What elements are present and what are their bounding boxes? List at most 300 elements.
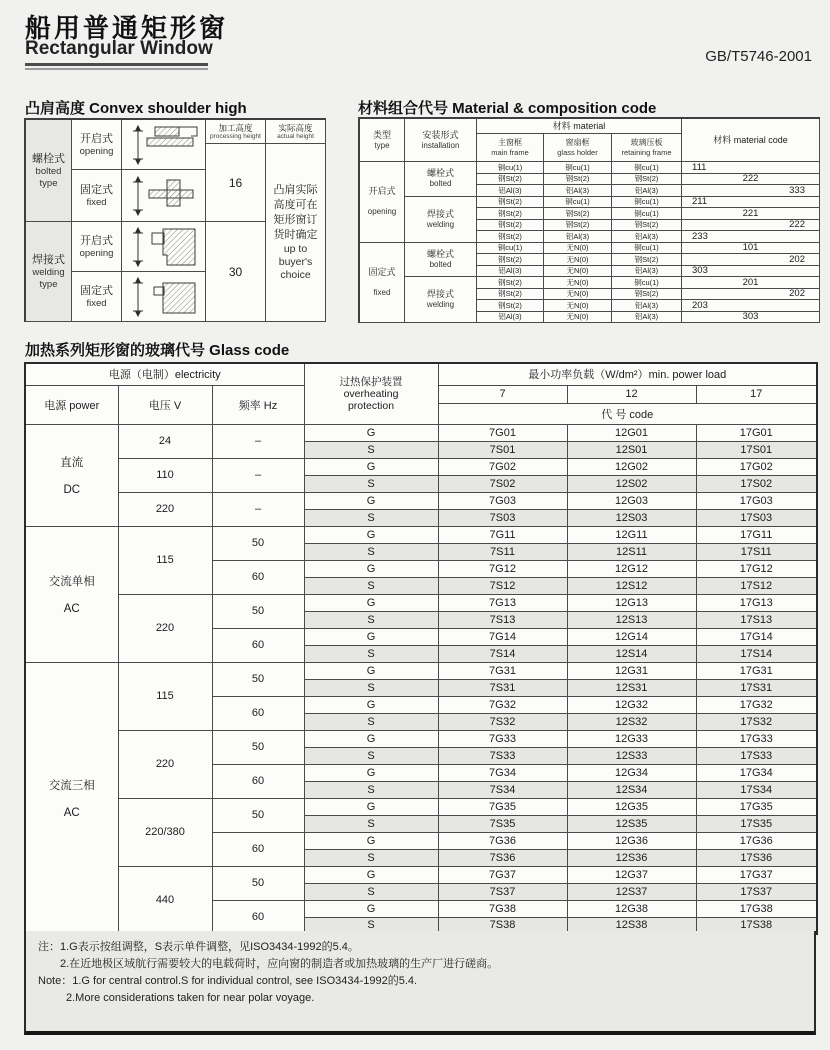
material-code-cell: 233	[682, 231, 820, 243]
code-cell-17: 17S38	[696, 917, 817, 934]
material-value-cell: 钢St(2)	[544, 208, 612, 220]
code-cell-12: 12G12	[567, 560, 696, 577]
protection-cell: G	[304, 458, 438, 475]
material-value-cell: 钢St(2)	[612, 289, 682, 301]
code-cell-17: 17G33	[696, 730, 817, 747]
glass-row	[25, 594, 817, 611]
material-value-cell: 无N(0)	[544, 312, 612, 324]
glass-row	[25, 458, 817, 475]
frequency-cell: 50	[212, 526, 304, 560]
glass-row	[25, 798, 817, 815]
material-header-glassholder	[544, 134, 612, 162]
frequency-cell: –	[212, 492, 304, 526]
sub-label-cn: 开启式	[80, 234, 113, 247]
power-label-en: AC	[63, 603, 80, 615]
voltage-cell: 115	[118, 662, 212, 730]
material-value-cell: 铜cu(1)	[544, 197, 612, 209]
voltage-cell: 110	[118, 458, 212, 492]
code-cell-17: 17G01	[696, 424, 817, 441]
type-label-en1: bolted	[35, 165, 62, 177]
protection-cell: G	[304, 764, 438, 781]
glass-header-row-1	[25, 363, 817, 385]
frequency-cell: 60	[212, 900, 304, 934]
power-cell	[25, 424, 118, 526]
material-value-cell: 无N(0)	[544, 300, 612, 312]
power-label-en: AC	[63, 806, 80, 819]
material-install-cell	[405, 162, 477, 197]
code-cell-7: 7S14	[438, 645, 567, 662]
convex-sub-bolted-fixed	[72, 170, 122, 222]
processing-height-30: 30	[206, 222, 266, 322]
code-cell-17: 17S37	[696, 883, 817, 900]
code-cell-12: 12S01	[567, 441, 696, 458]
code-cell-12: 12G14	[567, 628, 696, 645]
power-label-cn: 交流三相	[48, 779, 95, 792]
header-frequency: 频率 Hz	[212, 385, 304, 424]
code-cell-7: 7S31	[438, 679, 567, 696]
material-value-cell: 铝Al(3)	[477, 312, 544, 324]
code-cell-12: 12G38	[567, 900, 696, 917]
code-cell-7: 7G33	[438, 730, 567, 747]
code-cell-17: 17G32	[696, 696, 817, 713]
header-electricity: 电源（电制）electricity	[25, 363, 304, 385]
material-value-cell: 铜cu(1)	[612, 277, 682, 289]
install-en: welding	[426, 300, 455, 309]
type-label-en2: type	[39, 177, 58, 189]
code-cell-7: 7S36	[438, 849, 567, 866]
frequency-cell: 60	[212, 560, 304, 594]
actual-note-line-en: buyer's	[278, 256, 313, 268]
code-cell-12: 12S02	[567, 475, 696, 492]
protection-cell: S	[304, 441, 438, 458]
code-cell-12: 12G01	[567, 424, 696, 441]
protection-cell: G	[304, 424, 438, 441]
frequency-cell: 60	[212, 696, 304, 730]
material-value-cell: 钢St(2)	[612, 220, 682, 232]
code-cell-7: 7G14	[438, 628, 567, 645]
code-cell-7: 7G11	[438, 526, 567, 543]
material-value-cell: 铜cu(1)	[612, 208, 682, 220]
material-header-mainframe	[477, 134, 544, 162]
code-cell-7: 7S35	[438, 815, 567, 832]
protection-cell: G	[304, 866, 438, 883]
material-value-cell: 无N(0)	[544, 266, 612, 278]
code-cell-12: 12G03	[567, 492, 696, 509]
code-cell-17: 17S36	[696, 849, 817, 866]
material-value-cell: 铝Al(3)	[544, 185, 612, 197]
glass-row	[25, 662, 817, 679]
note-line-4: 2.More considerations taken for near polar voyage.	[66, 992, 315, 1004]
material-section-heading: 材料组合代号 Material & composition code	[358, 100, 657, 117]
code-cell-12: 12S31	[567, 679, 696, 696]
header-load-12: 12	[567, 385, 696, 403]
protection-header-line: 过热保护装置	[339, 375, 403, 388]
material-value-cell: 铜cu(1)	[612, 243, 682, 255]
code-cell-7: 7G38	[438, 900, 567, 917]
protection-cell: G	[304, 560, 438, 577]
material-header-material: 材料 material	[477, 119, 682, 134]
convex-header-processing	[206, 120, 266, 144]
voltage-cell: 220	[118, 492, 212, 526]
glass-row	[25, 424, 817, 441]
header-load-17: 17	[696, 385, 817, 403]
actual-note-line-cn: 货时确定	[273, 229, 318, 241]
code-cell-12: 12S32	[567, 713, 696, 730]
material-header-install	[405, 119, 477, 162]
header-power: 电源 power	[25, 385, 118, 424]
code-cell-17: 17G02	[696, 458, 817, 475]
protection-header-line: protection	[347, 399, 395, 412]
material-value-cell: 铜cu(1)	[477, 243, 544, 255]
header-type-en: type	[374, 140, 390, 150]
material-code-cell: 101	[682, 243, 820, 255]
code-cell-7: 7S01	[438, 441, 567, 458]
section-diagram-welding-opening	[122, 222, 206, 272]
install-cn: 焊接式	[426, 289, 454, 299]
material-code-cell: 222	[682, 174, 820, 186]
protection-cell: S	[304, 849, 438, 866]
code-cell-12: 12S14	[567, 645, 696, 662]
protection-cell: S	[304, 679, 438, 696]
section-diagram-bolted-fixed	[122, 170, 206, 222]
header-main-cn: 主窗框	[498, 138, 522, 147]
material-value-cell: 钢St(2)	[477, 197, 544, 209]
code-cell-7: 7G36	[438, 832, 567, 849]
glass-row	[25, 492, 817, 509]
code-cell-7: 7S32	[438, 713, 567, 730]
protection-cell: G	[304, 662, 438, 679]
protection-cell: S	[304, 611, 438, 628]
code-cell-7: 7S03	[438, 509, 567, 526]
note-line-2: 2.在近地极区域航行需要较大的电载荷时，应向窗的制造者或加热玻璃的生产厂进行磋商。	[60, 958, 499, 970]
voltage-cell: 220	[118, 730, 212, 798]
code-cell-12: 12S37	[567, 883, 696, 900]
material-value-cell: 铝Al(3)	[612, 231, 682, 243]
material-value-cell: 铜cu(1)	[612, 162, 682, 174]
material-value-cell: 钢St(2)	[477, 300, 544, 312]
material-install-cell	[405, 197, 477, 243]
profile-diagram-icon	[125, 123, 203, 167]
install-cn: 焊接式	[426, 208, 454, 219]
header-type-cn: 类型	[372, 129, 391, 140]
page-subtitle: Rectangular Window	[25, 38, 213, 59]
frequency-cell: –	[212, 424, 304, 458]
protection-cell: S	[304, 747, 438, 764]
glass-row	[25, 866, 817, 883]
note-line-3: Note：1.G for central control.S for individual control, see ISO3434-1992的5.4.	[38, 975, 418, 987]
header-install-cn: 安装形式	[422, 129, 459, 140]
code-cell-12: 12G13	[567, 594, 696, 611]
header-install-en: installation	[421, 140, 460, 150]
material-value-cell: 无N(0)	[544, 289, 612, 301]
header-retain-en: retaining frame	[621, 148, 672, 157]
type-en: opening	[367, 207, 397, 217]
code-cell-12: 12G33	[567, 730, 696, 747]
material-value-cell: 钢St(2)	[477, 254, 544, 266]
sub-label-cn: 固定式	[80, 284, 113, 297]
material-code-cell: 303	[682, 312, 820, 324]
code-cell-12: 12S38	[567, 917, 696, 934]
profile-diagram-icon	[125, 275, 203, 319]
material-value-cell: 钢St(2)	[544, 220, 612, 232]
actual-note-line-en: up to	[283, 243, 308, 255]
code-cell-12: 12G11	[567, 526, 696, 543]
power-label-cn: 直流	[60, 457, 84, 469]
material-value-cell: 铜cu(1)	[477, 162, 544, 174]
code-cell-7: 7S12	[438, 577, 567, 594]
protection-cell: S	[304, 781, 438, 798]
protection-cell: S	[304, 645, 438, 662]
material-code-cell: 333	[682, 185, 820, 197]
header-min-power-load: 最小功率负载（W/dm²）min. power load	[438, 363, 817, 385]
material-install-cell	[405, 277, 477, 323]
actual-note-line-cn: 凸肩实际	[273, 184, 318, 196]
material-type-cell	[360, 243, 405, 324]
material-value-cell: 铝Al(3)	[612, 185, 682, 197]
power-cell	[25, 526, 118, 662]
sub-label-en: fixed	[86, 297, 107, 309]
sub-label-en: fixed	[86, 196, 107, 208]
type-cn: 开启式	[368, 186, 396, 197]
code-cell-17: 17S33	[696, 747, 817, 764]
frequency-cell: 50	[212, 798, 304, 832]
material-value-cell: 钢St(2)	[477, 208, 544, 220]
material-value-cell: 铝Al(3)	[612, 312, 682, 324]
convex-sub-bolted-opening	[72, 120, 122, 170]
material-value-cell: 钢St(2)	[477, 231, 544, 243]
protection-cell: S	[304, 883, 438, 900]
code-cell-17: 17G35	[696, 798, 817, 815]
code-cell-17: 17S34	[696, 781, 817, 798]
material-header-type	[360, 119, 405, 162]
processing-header-en: processing height	[210, 132, 261, 140]
protection-cell: S	[304, 475, 438, 492]
code-cell-17: 17S32	[696, 713, 817, 730]
code-cell-17: 17S13	[696, 611, 817, 628]
code-cell-7: 7S38	[438, 917, 567, 934]
protection-cell: G	[304, 492, 438, 509]
power-cell	[25, 662, 118, 934]
header-holder-en: glass holder	[557, 148, 598, 157]
convex-section-heading: 凸肩高度 Convex shoulder high	[25, 100, 247, 117]
material-code-cell: 221	[682, 208, 820, 220]
protection-cell: G	[304, 832, 438, 849]
frequency-cell: –	[212, 458, 304, 492]
code-cell-17: 17S02	[696, 475, 817, 492]
header-protection	[304, 363, 438, 424]
code-cell-7: 7G02	[438, 458, 567, 475]
material-value-cell: 无N(0)	[544, 243, 612, 255]
header-retain-cn: 玻璃压板	[630, 138, 663, 147]
protection-cell: G	[304, 696, 438, 713]
code-cell-12: 12S13	[567, 611, 696, 628]
material-value-cell: 钢St(2)	[477, 277, 544, 289]
type-label-en2: type	[39, 278, 58, 290]
power-label-en: DC	[63, 484, 81, 496]
material-type-cell	[360, 162, 405, 243]
convex-header-actual	[266, 120, 326, 144]
code-cell-12: 12G36	[567, 832, 696, 849]
code-cell-17: 17S11	[696, 543, 817, 560]
material-code-cell: 203	[682, 300, 820, 312]
code-cell-7: 7G37	[438, 866, 567, 883]
actual-header-en: actual height	[277, 132, 314, 140]
header-holder-cn: 窗扇框	[565, 138, 590, 147]
protection-cell: S	[304, 543, 438, 560]
code-cell-17: 17S31	[696, 679, 817, 696]
material-code-cell: 201	[682, 277, 820, 289]
material-code-cell: 111	[682, 162, 820, 174]
frequency-cell: 50	[212, 866, 304, 900]
material-value-cell: 铝Al(3)	[612, 266, 682, 278]
actual-height-note	[266, 144, 326, 322]
material-value-cell: 铝Al(3)	[477, 185, 544, 197]
install-cn: 螺栓式	[426, 168, 454, 179]
material-value-cell: 无N(0)	[544, 277, 612, 289]
glass-code-table	[24, 362, 818, 935]
type-label-en1: welding	[32, 266, 65, 278]
voltage-cell: 115	[118, 526, 212, 594]
code-cell-12: 12S34	[567, 781, 696, 798]
material-value-cell: 钢St(2)	[477, 289, 544, 301]
protection-cell: G	[304, 526, 438, 543]
convex-type-bolted	[26, 120, 72, 222]
code-cell-12: 12S36	[567, 849, 696, 866]
code-cell-7: 7G13	[438, 594, 567, 611]
code-cell-12: 12G35	[567, 798, 696, 815]
title-underline-thick	[25, 63, 208, 66]
install-cn: 螺栓式	[426, 248, 454, 259]
code-cell-12: 12G31	[567, 662, 696, 679]
voltage-cell: 24	[118, 424, 212, 458]
protection-cell: G	[304, 900, 438, 917]
material-code-cell: 202	[682, 289, 820, 301]
code-cell-12: 12G02	[567, 458, 696, 475]
actual-note-line-en: choice	[280, 269, 311, 281]
code-cell-7: 7G12	[438, 560, 567, 577]
convex-sub-welding-opening	[72, 222, 122, 272]
code-cell-7: 7S13	[438, 611, 567, 628]
section-diagram-welding-fixed	[122, 272, 206, 322]
note-line-1: 注：1.G表示按组调整，S表示单件调整，见ISO3434-1992的5.4。	[38, 941, 359, 953]
convex-shoulder-table	[24, 118, 326, 322]
code-cell-12: 12S12	[567, 577, 696, 594]
code-cell-7: 7G32	[438, 696, 567, 713]
voltage-cell: 220	[118, 594, 212, 662]
material-value-cell: 钢St(2)	[612, 174, 682, 186]
glass-section-heading: 加热系列矩形窗的玻璃代号 Glass code	[25, 342, 290, 359]
material-code-cell: 303	[682, 266, 820, 278]
type-en: fixed	[373, 287, 391, 297]
code-cell-17: 17S01	[696, 441, 817, 458]
title-underline-thin	[25, 68, 208, 70]
protection-cell: S	[304, 577, 438, 594]
code-cell-17: 17S12	[696, 577, 817, 594]
protection-cell: G	[304, 730, 438, 747]
install-en: bolted	[429, 259, 452, 269]
notes-box	[24, 931, 816, 1035]
sub-label-en: opening	[79, 145, 114, 157]
code-cell-7: 7S33	[438, 747, 567, 764]
processing-header-cn: 加工高度	[218, 122, 253, 133]
code-cell-7: 7S37	[438, 883, 567, 900]
material-code-cell: 202	[682, 254, 820, 266]
material-value-cell: 铝Al(3)	[612, 300, 682, 312]
processing-height-16: 16	[206, 144, 266, 222]
material-value-cell: 钢St(2)	[477, 174, 544, 186]
page-title: 船用普通矩形窗	[25, 13, 229, 43]
material-install-cell	[405, 243, 477, 278]
frequency-cell: 50	[212, 730, 304, 764]
code-cell-12: 12G34	[567, 764, 696, 781]
header-voltage: 电压 V	[118, 385, 212, 424]
material-value-cell: 无N(0)	[544, 254, 612, 266]
protection-cell: G	[304, 798, 438, 815]
code-cell-17: 17G34	[696, 764, 817, 781]
convex-type-welding	[26, 222, 72, 322]
code-cell-7: 7G01	[438, 424, 567, 441]
code-cell-7: 7S11	[438, 543, 567, 560]
code-cell-12: 12S33	[567, 747, 696, 764]
section-diagram-bolted-opening	[122, 120, 206, 170]
code-cell-12: 12G32	[567, 696, 696, 713]
glass-row	[25, 730, 817, 747]
protection-cell: S	[304, 815, 438, 832]
actual-note-line-cn: 高度可在	[273, 199, 318, 211]
code-cell-17: 17G31	[696, 662, 817, 679]
protection-header-line: overheating	[343, 387, 399, 400]
actual-note-line-cn: 矩形窗订	[273, 214, 318, 226]
frequency-cell: 50	[212, 662, 304, 696]
header-code: 代 号 code	[438, 403, 817, 424]
sub-label-cn: 固定式	[80, 183, 113, 196]
material-value-cell: 钢St(2)	[477, 220, 544, 232]
protection-cell: S	[304, 509, 438, 526]
standard-number: GB/T5746-2001	[705, 48, 812, 65]
code-cell-12: 12G37	[567, 866, 696, 883]
code-cell-7: 7G31	[438, 662, 567, 679]
power-label-cn: 交流单相	[48, 576, 95, 588]
material-code-cell: 211	[682, 197, 820, 209]
code-cell-17: 17G37	[696, 866, 817, 883]
code-cell-12: 12S11	[567, 543, 696, 560]
code-cell-17: 17S14	[696, 645, 817, 662]
convex-sub-welding-fixed	[72, 272, 122, 322]
actual-header-cn: 实际高度	[278, 122, 313, 133]
material-header-retainframe	[612, 134, 682, 162]
code-cell-7: 7G35	[438, 798, 567, 815]
profile-diagram-icon	[125, 225, 203, 269]
code-cell-12: 12S35	[567, 815, 696, 832]
header-main-en: main frame	[491, 148, 529, 157]
code-cell-17: 17S35	[696, 815, 817, 832]
code-cell-7: 7S02	[438, 475, 567, 492]
code-cell-7: 7G34	[438, 764, 567, 781]
protection-cell: S	[304, 713, 438, 730]
material-composition-table	[358, 117, 820, 323]
protection-cell: G	[304, 628, 438, 645]
code-cell-17: 17G13	[696, 594, 817, 611]
code-cell-17: 17G03	[696, 492, 817, 509]
material-code-cell: 222	[682, 220, 820, 232]
protection-cell: G	[304, 594, 438, 611]
material-value-cell: 铜cu(1)	[612, 197, 682, 209]
material-value-cell: 铜cu(1)	[544, 162, 612, 174]
profile-diagram-icon	[125, 174, 203, 218]
code-cell-17: 17G14	[696, 628, 817, 645]
material-value-cell: 铝Al(3)	[544, 231, 612, 243]
glass-row	[25, 526, 817, 543]
